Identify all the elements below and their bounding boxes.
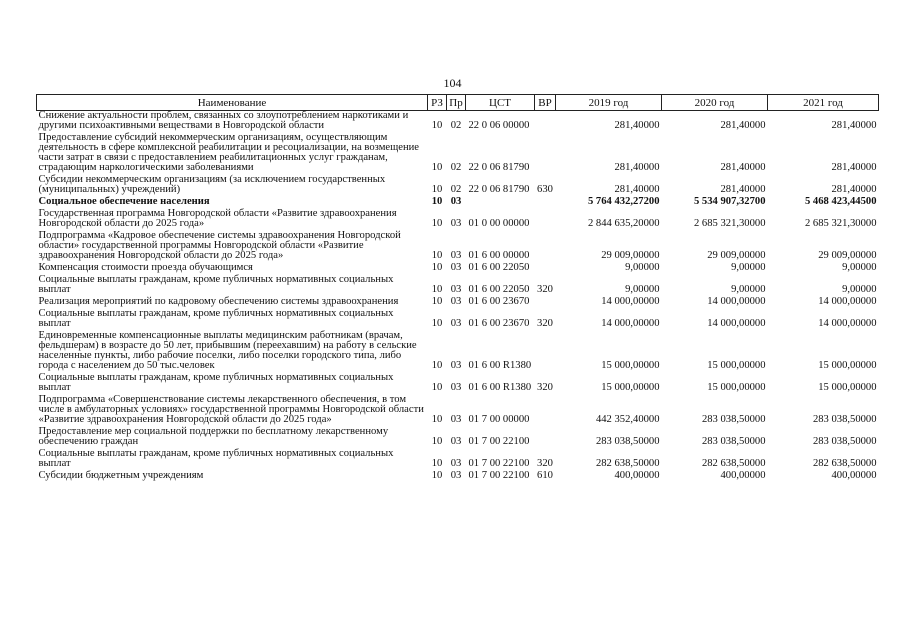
cell-2020: 14 000,00000 <box>707 296 766 307</box>
cell-vr: 320 <box>537 382 553 393</box>
cell-vr <box>535 331 556 373</box>
cell-2020: 14 000,00000 <box>707 318 766 329</box>
cell-cst: 22 0 06 81790 <box>468 184 530 195</box>
cell-2021: 5 468 423,44500 <box>804 196 877 207</box>
cell-name: Социальные выплаты гражданам, кроме публичных нормативных социальных выплат <box>38 274 394 295</box>
budget-table <box>36 94 879 483</box>
cell-2020: 2 685 321,30000 <box>693 218 766 229</box>
table-row <box>37 471 879 483</box>
table-row <box>37 133 879 175</box>
cell-2020: 281,40000 <box>720 162 766 173</box>
cell-pr: 03 <box>450 470 462 481</box>
header-vr: ВР <box>535 95 556 111</box>
cell-2021: 281,40000 <box>831 162 877 173</box>
cell-2019: 281,40000 <box>614 162 660 173</box>
cell-name: Социальные выплаты гражданам, кроме публичных нормативных социальных выплат <box>38 308 394 329</box>
header-2021: 2021 год <box>768 95 879 111</box>
cell-name: Реализация мероприятий по кадровому обеспечению системы здравоохранения <box>38 296 399 307</box>
cell-2019: 15 000,00000 <box>601 382 660 393</box>
cell-2021: 9,00000 <box>842 284 877 295</box>
cell-2019: 282 638,50000 <box>595 458 660 469</box>
cell-cst: 01 0 00 00000 <box>468 218 530 229</box>
cell-name: Субсидии некоммерческим организациям (за исключением государственных (муниципальных) учреждений) <box>38 174 386 195</box>
header-rz: РЗ <box>428 95 447 111</box>
cell-rz: 10 <box>431 218 443 229</box>
cell-rz: 10 <box>431 436 443 447</box>
table-body <box>37 111 879 484</box>
cell-name: Подпрограмма «Совершенствование системы лекарственного обеспечения, в том числе в амбулаторных условиях» государственной программы Новгородской области «Развитие здравоохранения Новгородской области до 2025 года» <box>38 394 424 425</box>
cell-vr: 320 <box>537 458 553 469</box>
cell-pr: 03 <box>450 196 462 207</box>
table-row <box>37 395 879 427</box>
cell-vr <box>535 231 556 263</box>
cell-2020: 29 009,00000 <box>707 250 766 261</box>
table-row <box>37 231 879 263</box>
cell-2020: 15 000,00000 <box>707 360 766 371</box>
cell-2019: 281,40000 <box>614 184 660 195</box>
table-row <box>37 309 879 331</box>
cell-2019: 14 000,00000 <box>601 318 660 329</box>
cell-rz: 10 <box>431 250 443 261</box>
cell-rz: 10 <box>431 262 443 273</box>
table-row <box>37 373 879 395</box>
cell-vr: 320 <box>537 284 553 295</box>
cell-2021: 283 038,50000 <box>812 414 877 425</box>
cell-vr: 320 <box>537 318 553 329</box>
cell-2021: 14 000,00000 <box>818 318 877 329</box>
table-row <box>37 427 879 449</box>
cell-vr <box>535 395 556 427</box>
cell-2019: 283 038,50000 <box>595 436 660 447</box>
cell-cst: 01 7 00 22100 <box>468 436 530 447</box>
cell-name: Единовременные компенсационные выплаты медицинским работникам (врачам, фельдшерам) в возрасте до 50 лет, прибывшим (переехавшим) на работу в сельские населенные пункты, либо рабочие поселки, либо поселки городского типа, либо города с населением до 50 тыс.человек <box>38 330 417 371</box>
cell-rz: 10 <box>431 120 443 131</box>
cell-cst: 01 7 00 22100 <box>468 470 530 481</box>
cell-cst: 01 6 00 00000 <box>468 250 530 261</box>
cell-2021: 9,00000 <box>842 262 877 273</box>
cell-2019: 2 844 635,20000 <box>587 218 660 229</box>
cell-cst: 01 6 00 22050 <box>468 284 530 295</box>
cell-vr <box>535 263 556 275</box>
cell-name: Государственная программа Новгородской области «Развитие здравоохранения Новгородской области до 2025 года» <box>38 208 397 229</box>
table-row <box>37 111 879 134</box>
cell-2021: 283 038,50000 <box>812 436 877 447</box>
cell-pr: 03 <box>450 218 462 229</box>
header-cst: ЦСТ <box>466 95 535 111</box>
cell-pr: 03 <box>450 318 462 329</box>
cell-2020: 281,40000 <box>720 120 766 131</box>
cell-vr <box>535 209 556 231</box>
cell-rz: 10 <box>431 414 443 425</box>
cell-2019: 5 764 432,27200 <box>587 196 660 207</box>
cell-name: Снижение актуальности проблем, связанных со злоупотреблением наркотиками и другими психоактивными веществами в Новгородской области <box>38 110 409 131</box>
cell-pr: 02 <box>450 162 462 173</box>
cell-pr: 03 <box>450 458 462 469</box>
cell-2021: 15 000,00000 <box>818 360 877 371</box>
cell-vr: 630 <box>537 184 553 195</box>
table-row <box>37 275 879 297</box>
cell-vr <box>535 297 556 309</box>
cell-2021: 2 685 321,30000 <box>804 218 877 229</box>
cell-vr <box>535 133 556 175</box>
cell-name: Предоставление субсидий некоммерческим организациям, осуществляющим деятельность в сфере комплексной реабилитации и ресоциализации, на возмещение части затрат в связи с предоставлением реабилитационных услуг гражданам, страдающим наркологическими заболеваниями <box>38 132 419 173</box>
cell-cst: 01 7 00 00000 <box>468 414 530 425</box>
cell-pr: 03 <box>450 296 462 307</box>
cell-2020: 283 038,50000 <box>701 414 766 425</box>
cell-pr: 03 <box>450 262 462 273</box>
header-name: Наименование <box>37 95 428 111</box>
page-number: 104 <box>443 76 462 90</box>
cell-2019: 281,40000 <box>614 120 660 131</box>
cell-rz: 10 <box>431 458 443 469</box>
cell-2021: 15 000,00000 <box>818 382 877 393</box>
header-2019: 2019 год <box>556 95 662 111</box>
cell-2020: 282 638,50000 <box>701 458 766 469</box>
table-row <box>37 449 879 471</box>
table-row <box>37 175 879 197</box>
cell-rz: 10 <box>431 284 443 295</box>
cell-2019: 15 000,00000 <box>601 360 660 371</box>
cell-name: Подпрограмма «Кадровое обеспечение системы здравоохранения Новгородской области» государственной программы Новгородской области «Развитие здравоохранения Новгородской области до 2025 года» <box>38 230 401 261</box>
cell-pr: 02 <box>450 184 462 195</box>
cell-name: Социальные выплаты гражданам, кроме публичных нормативных социальных выплат <box>38 372 394 393</box>
cell-2020: 9,00000 <box>731 284 766 295</box>
cell-2019: 29 009,00000 <box>601 250 660 261</box>
cell-pr: 03 <box>450 360 462 371</box>
cell-name: Предоставление мер социальной поддержки по бесплатному лекарственному обеспечению граждан <box>38 426 389 447</box>
table-row <box>37 331 879 373</box>
cell-rz: 10 <box>431 162 443 173</box>
cell-vr <box>535 427 556 449</box>
cell-cst <box>466 197 535 209</box>
cell-2021: 14 000,00000 <box>818 296 877 307</box>
table-row <box>37 209 879 231</box>
table-header-row <box>37 95 879 111</box>
cell-name: Компенсация стоимости проезда обучающимся <box>38 262 253 273</box>
cell-2020: 5 534 907,32700 <box>693 196 766 207</box>
cell-2020: 400,00000 <box>720 470 766 481</box>
cell-name: Субсидии бюджетным учреждениям <box>38 470 204 481</box>
cell-cst: 01 6 00 23670 <box>468 296 530 307</box>
cell-rz: 10 <box>431 470 443 481</box>
cell-rz: 10 <box>431 318 443 329</box>
header-pr: Пр <box>447 95 466 111</box>
cell-2020: 15 000,00000 <box>707 382 766 393</box>
cell-pr: 03 <box>450 250 462 261</box>
cell-name: Социальное обеспечение населения <box>38 196 210 207</box>
cell-2020: 9,00000 <box>731 262 766 273</box>
cell-pr: 03 <box>450 436 462 447</box>
cell-2021: 29 009,00000 <box>818 250 877 261</box>
cell-vr <box>535 197 556 209</box>
cell-2019: 442 352,40000 <box>595 414 660 425</box>
cell-rz: 10 <box>431 296 443 307</box>
cell-pr: 03 <box>450 284 462 295</box>
cell-cst: 01 6 00 R1380 <box>468 360 532 371</box>
cell-2020: 281,40000 <box>720 184 766 195</box>
cell-2019: 14 000,00000 <box>601 296 660 307</box>
cell-2021: 281,40000 <box>831 120 877 131</box>
cell-cst: 01 6 00 23670 <box>468 318 530 329</box>
cell-name: Социальные выплаты гражданам, кроме публичных нормативных социальных выплат <box>38 448 394 469</box>
cell-cst: 22 0 06 00000 <box>468 120 530 131</box>
cell-rz: 10 <box>431 184 443 195</box>
cell-rz: 10 <box>431 360 443 371</box>
cell-cst: 01 6 00 R1380 <box>468 382 532 393</box>
cell-2019: 9,00000 <box>625 262 660 273</box>
cell-2021: 400,00000 <box>831 470 877 481</box>
cell-rz: 10 <box>431 196 443 207</box>
cell-vr <box>535 111 556 134</box>
cell-2021: 281,40000 <box>831 184 877 195</box>
cell-2019: 400,00000 <box>614 470 660 481</box>
cell-2019: 9,00000 <box>625 284 660 295</box>
cell-cst: 01 6 00 22050 <box>468 262 530 273</box>
cell-pr: 03 <box>450 414 462 425</box>
cell-vr: 610 <box>537 470 553 481</box>
cell-2021: 282 638,50000 <box>812 458 877 469</box>
cell-2020: 283 038,50000 <box>701 436 766 447</box>
header-2020: 2020 год <box>662 95 768 111</box>
cell-cst: 01 7 00 22100 <box>468 458 530 469</box>
cell-cst: 22 0 06 81790 <box>468 162 530 173</box>
cell-rz: 10 <box>431 382 443 393</box>
cell-pr: 02 <box>450 120 462 131</box>
cell-pr: 03 <box>450 382 462 393</box>
